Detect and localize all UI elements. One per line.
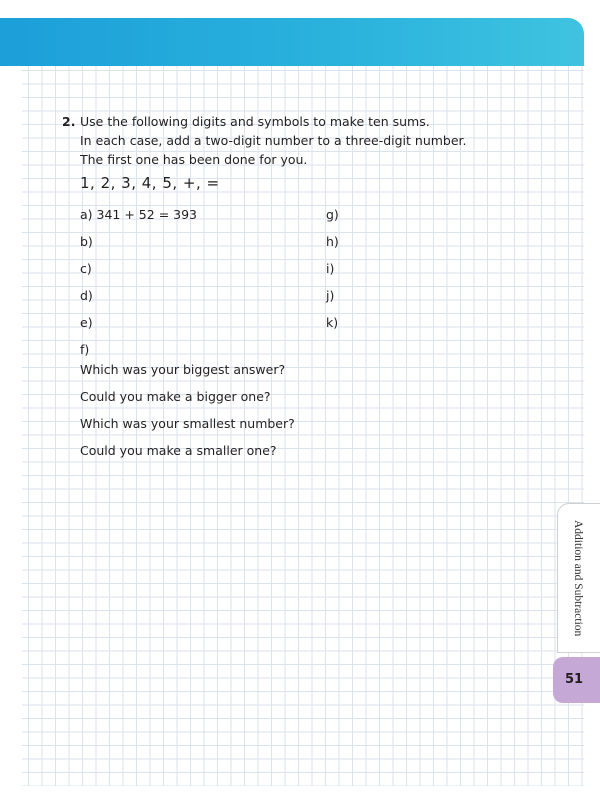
followup-questions: [80, 360, 295, 468]
sum-answer: 341 + 52 = 393: [96, 207, 197, 222]
sum-label: b): [80, 234, 93, 249]
sum-label: a): [80, 207, 93, 222]
sum-label: g): [326, 207, 339, 222]
followup-question: Could you make a smaller one?: [80, 443, 277, 458]
followup-question: Which was your biggest answer?: [80, 362, 286, 377]
sum-item: [80, 259, 197, 286]
sums-right-column: [326, 205, 339, 340]
sums-left-column: [80, 205, 197, 367]
sum-label: i): [326, 261, 335, 276]
sum-label: f): [80, 342, 90, 357]
digits-and-symbols: 1, 2, 3, 4, 5, +, =: [80, 174, 220, 192]
instruction-line: In each case, add a two-digit number to a three-digit number.: [80, 133, 467, 148]
header-band: [0, 18, 584, 66]
sum-item: [80, 313, 197, 340]
page-number: 51: [564, 672, 584, 687]
chapter-title: Addition and Subtraction: [572, 520, 584, 637]
sum-item: [326, 232, 339, 259]
instruction-line: Use the following digits and symbols to make ten sums.: [80, 114, 430, 129]
sum-item: [326, 259, 339, 286]
sum-item: [80, 205, 197, 232]
sum-label: d): [80, 288, 93, 303]
instruction-line: The first one has been done for you.: [80, 152, 308, 167]
followup-question: Could you make a bigger one?: [80, 389, 271, 404]
sum-label: k): [326, 315, 339, 330]
sum-label: e): [80, 315, 93, 330]
sum-item: [326, 286, 339, 313]
sum-item: [80, 286, 197, 313]
sum-label: h): [326, 234, 339, 249]
sum-label: c): [80, 261, 92, 276]
sum-item: [80, 232, 197, 259]
sum-item: [326, 313, 339, 340]
sum-item: [326, 205, 339, 232]
sum-label: j): [326, 288, 335, 303]
question-instructions: [80, 112, 520, 169]
question-number: 2.: [62, 114, 76, 129]
followup-question: Which was your smallest number?: [80, 416, 295, 431]
